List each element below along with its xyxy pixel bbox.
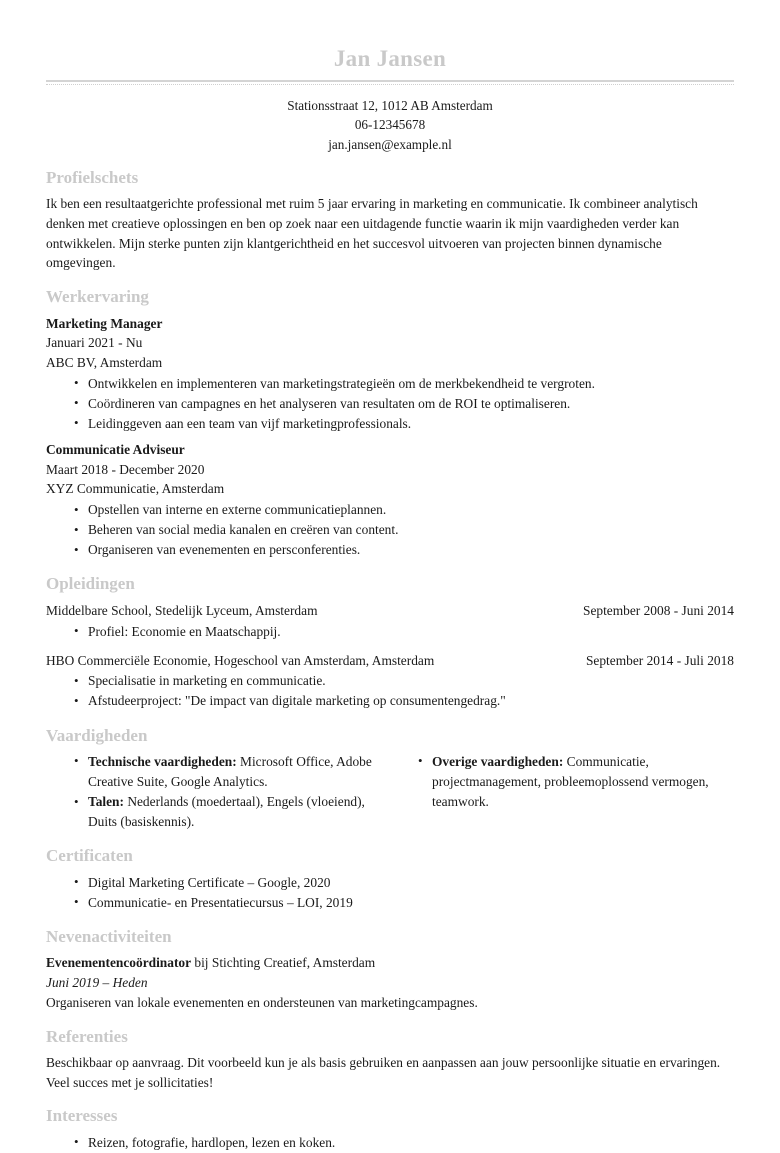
interests-list — [46, 1133, 734, 1153]
section-heading-certificates: Certificaten — [46, 846, 133, 866]
list-item — [88, 792, 390, 832]
contact-phone: 06-12345678 — [354, 117, 426, 133]
education-bullet-list — [46, 671, 734, 711]
list-item: • Communicatie- en Presentatiecursus – LOI, 2019 — [88, 893, 734, 913]
list-item: • Digital Marketing Certificate – Google, 2020 — [88, 873, 734, 893]
activity-description: Organiseren van lokale evenementen en ondersteunen van marketingcampagnes. — [46, 994, 478, 1010]
skill-label: Overige vaardigheden: — [432, 753, 564, 769]
education-entry — [46, 651, 734, 712]
education-bullet-list — [46, 622, 734, 642]
education-row — [46, 601, 734, 621]
job-employer: ABC BV, Amsterdam — [46, 354, 163, 370]
section-heading-references: Referenties — [46, 1026, 128, 1046]
list-item: • Afstudeerproject: "De impact van digitale marketing op consumentengedrag." — [88, 691, 734, 711]
activity-organisation: bij Stichting Creatief, Amsterdam — [191, 955, 376, 971]
candidate-name: Jan Jansen — [333, 46, 447, 71]
contact-email: jan.jansen@example.nl — [328, 136, 452, 152]
section-activities — [46, 927, 734, 1013]
list-item: • Reizen, fotografie, hardlopen, lezen en koken. — [88, 1133, 734, 1153]
profile-text: Ik ben een resultaatgerichte professional met ruim 5 jaar ervaring in marketing en communicatie. Ik combineer analytisch denken met creatieve oplossingen en ben op zoek naar een uitdagende functie waarin ik mijn vaardigheden verder kan ontwikkelen. Mijn sterke punten zijn klantgerichtheid en het succesvol uitvoeren van projecten binnen dynamische omgevingen. — [46, 196, 698, 271]
resume-header — [46, 45, 734, 154]
activity-dates: Juni 2019 – Heden — [46, 975, 148, 991]
section-experience — [46, 287, 734, 560]
skills-list-left — [46, 752, 390, 832]
education-dates: September 2014 - Juli 2018 — [585, 652, 734, 668]
list-item: • Profiel: Economie en Maatschappij. — [88, 622, 734, 642]
list-item: • Organiseren van evenementen en persconferenties. — [88, 540, 734, 560]
education-school: HBO Commerciële Economie, Hogeschool van Amsterdam, Amsterdam — [46, 652, 435, 668]
skill-text: Microsoft Office, Adobe Creative Suite, Google Analytics. — [88, 753, 372, 790]
activity-role: Evenementencoördinator — [46, 955, 192, 971]
section-heading-skills: Vaardigheden — [46, 725, 148, 745]
skill-label: Talen: — [88, 794, 124, 810]
list-item: • Specialisatie in marketing en communicatie. — [88, 671, 734, 691]
section-heading-activities: Nevenactiviteiten — [46, 927, 172, 946]
job-entry — [46, 314, 734, 434]
section-profile — [46, 168, 734, 273]
section-references — [46, 1027, 734, 1093]
education-dates: September 2008 - Juni 2014 — [583, 602, 734, 618]
certificates-list — [46, 873, 734, 913]
skill-text: Nederlands (moedertaal), Engels (vloeiend), Duits (basiskennis). — [88, 794, 365, 830]
job-employer: XYZ Communicatie, Amsterdam — [46, 481, 225, 497]
job-bullet-list — [46, 374, 734, 434]
list-item: • Opstellen van interne en externe communicatieplannen. — [88, 500, 734, 520]
list-item: • Ontwikkelen en implementeren van marketingstrategieën om de merkbekendheid te vergroten. — [88, 374, 734, 394]
references-text: Beschikbaar op aanvraag. Dit voorbeeld kun je als basis gebruiken en aanpassen aan jouw persoonlijke situatie en ervaringen. Veel succes met je sollicitaties! — [46, 1054, 721, 1090]
section-heading-profile: Profielschets — [46, 167, 139, 187]
skill-text: Communicatie, projectmanagement, probleemoplossend vermogen, teamwork. — [432, 753, 709, 810]
list-item: • Leidinggeven aan een team van vijf marketingprofessionals. — [88, 414, 734, 434]
section-interests — [46, 1106, 734, 1153]
list-item — [88, 752, 390, 792]
list-item: • Beheren van social media kanalen en creëren van content. — [88, 520, 734, 540]
section-education — [46, 574, 734, 711]
job-bullet-list — [46, 500, 734, 560]
skills-column-right — [390, 752, 734, 812]
education-row — [46, 651, 734, 671]
section-heading-education: Opleidingen — [46, 574, 135, 594]
header-divider — [46, 80, 734, 85]
job-title: Communicatie Adviseur — [46, 442, 185, 457]
activity-role-line — [46, 953, 734, 973]
section-skills — [46, 726, 734, 833]
job-dates: Maart 2018 - December 2020 — [46, 461, 205, 477]
skills-list-right — [390, 752, 734, 812]
section-certificates — [46, 846, 734, 913]
skills-columns — [46, 752, 734, 832]
skills-column-left — [46, 752, 390, 832]
education-school: Middelbare School, Stedelijk Lyceum, Amsterdam — [46, 602, 318, 618]
list-item: • Coördineren van campagnes en het analyseren van resultaten om de ROI te optimaliseren. — [88, 394, 734, 414]
list-item — [432, 752, 734, 812]
section-heading-interests: Interesses — [46, 1106, 118, 1126]
job-dates: Januari 2021 - Nu — [46, 335, 143, 351]
section-heading-experience: Werkervaring — [46, 287, 149, 307]
education-entry — [46, 601, 734, 642]
job-entry — [46, 440, 734, 560]
skill-label: Technische vaardigheden: — [88, 753, 237, 769]
job-title: Marketing Manager — [46, 315, 163, 331]
contact-address: Stationsstraat 12, 1012 AB Amsterdam — [287, 97, 493, 113]
